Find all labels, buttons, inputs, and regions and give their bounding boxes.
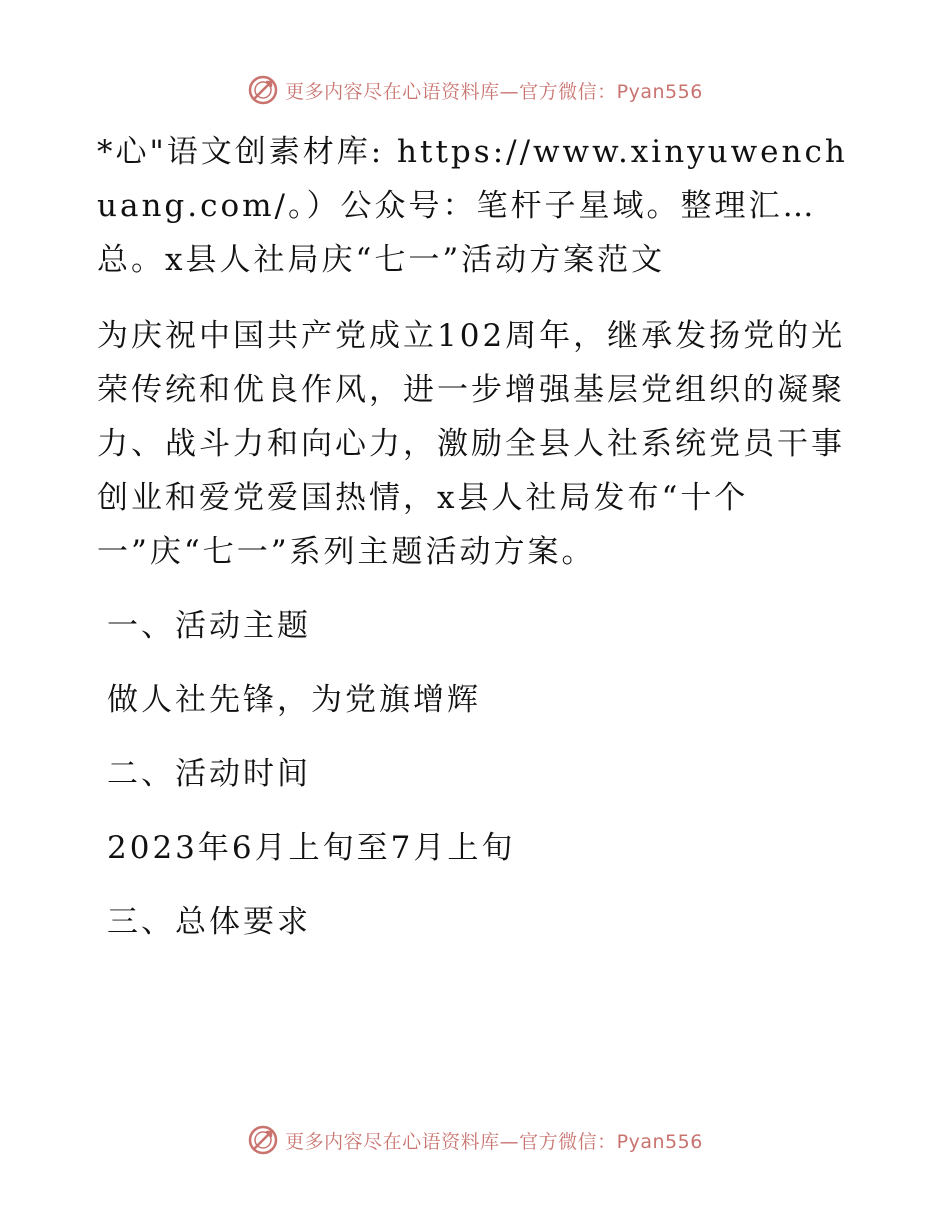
header-watermark-text: 更多内容尽在心语资料库—官方微信：Pyan556: [285, 80, 703, 103]
footer-watermark-banner: [0, 1120, 950, 1160]
document-body: [97, 125, 857, 949]
theme-text: 做人社先锋，为党旗增辉: [107, 682, 481, 718]
purpose-paragraph: 为庆祝中国共产党成立102周年，继承发扬党的光荣传统和优良作风，进一步增强基层党组织的凝聚力、战斗力和向心力，激励全县人社系统党员干事创业和爱党爱国热情，x县人社局发布“十个一”庆“七一”系列主题活动方案。: [97, 318, 846, 570]
time-text: 2023年6月上旬至7月上旬: [107, 830, 516, 866]
section-heading-theme: 一、活动主题: [107, 608, 311, 644]
section-heading-requirements: 三、总体要求: [107, 904, 311, 940]
header-watermark-banner: [0, 70, 950, 110]
section-heading-time: 二、活动时间: [107, 756, 311, 792]
seal-logo-icon: [247, 1124, 279, 1156]
footer-watermark-text: 更多内容尽在心语资料库—官方微信：Pyan556: [285, 1130, 703, 1153]
intro-paragraph: *心"语文创素材库: https://www.xinyuwenchuang.com/。）公众号：笔杆子星域。整理汇…总。x县人社局庆“七一”活动方案范文: [97, 134, 848, 278]
seal-logo-icon: [247, 74, 279, 106]
